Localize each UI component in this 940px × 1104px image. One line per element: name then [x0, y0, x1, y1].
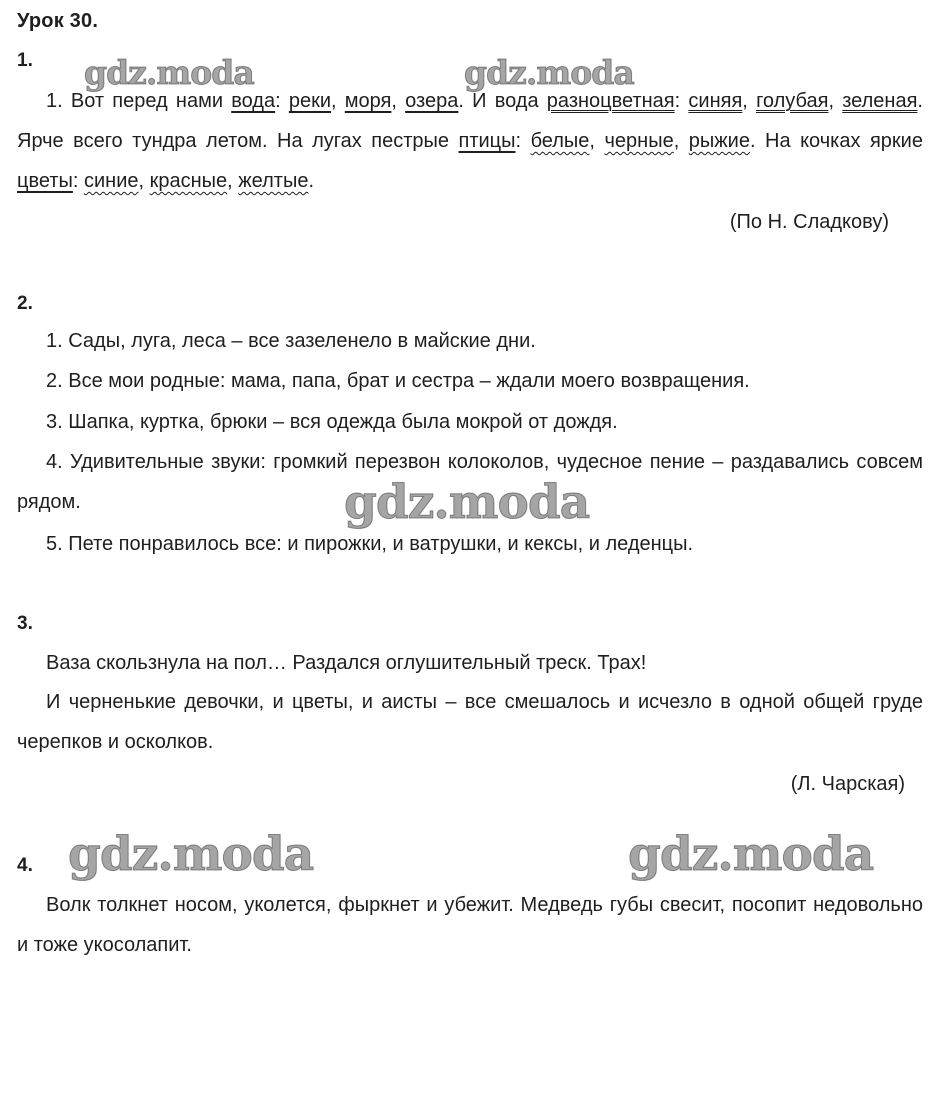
- subject-word: цветы: [17, 170, 73, 192]
- task-3-line: Ваза скользнула на пол… Раздался оглушительный треск. Трах!: [46, 652, 647, 674]
- task-2-item: 4. Удивительные звуки: громкий перезвон колоколов, чудесное пение – раздавались совсем рядом.: [17, 451, 923, 513]
- homogeneous-word: моря: [344, 90, 392, 112]
- watermark: gdz.moda: [68, 827, 314, 882]
- homogeneous-word: синие: [83, 170, 139, 192]
- task-2-item: 1. Сады, луга, леса – все зазеленело в майские дни.: [46, 330, 536, 352]
- homogeneous-word: голубая: [756, 90, 829, 112]
- task-3-number: 3.: [17, 613, 33, 634]
- task-1-source: (По Н. Сладкову): [729, 211, 889, 233]
- subject-word: птицы: [458, 130, 516, 152]
- task-2-number: 2.: [17, 293, 33, 314]
- task-3-paragraph: И черненькие девочки, и цветы, и аисты – все смешалось и исчезло в одной общей груде черепков и осколков.: [17, 691, 923, 753]
- task-1-number: 1.: [17, 50, 33, 71]
- watermark: gdz.moda: [628, 827, 874, 882]
- task-2-item: 2. Все мои родные: мама, папа, брат и сестра – ждали моего возвращения.: [46, 370, 750, 392]
- task-2-item: 5. Пете понравилось все: и пирожки, и ватрушки, и кексы, и леденцы.: [46, 533, 694, 555]
- homogeneous-word: красные: [149, 170, 228, 192]
- task-3-source: (Л. Чарская): [790, 773, 905, 795]
- homogeneous-word: желтые: [238, 170, 309, 192]
- task-1-text: 1. Вот перед нами вода: реки, моря, озера. И вода разноцветная: синяя, голубая, зеленая. Ярче всего тундра летом. На лугах пестрые птицы: белые, черные, рыжие. На кочках яркие цветы: синие, красные, желтые.: [17, 90, 923, 192]
- predicate-word: разноцветная: [546, 90, 675, 112]
- task-4-paragraph: Волк толкнет носом, уколется, фыркнет и убежит. Медведь губы свесит, посопит недовольно и тоже укосолапит.: [17, 894, 923, 956]
- homogeneous-word: реки: [288, 90, 332, 112]
- homogeneous-word: зеленая: [842, 90, 918, 112]
- homogeneous-word: черные: [604, 130, 674, 152]
- task-2-item: 3. Шапка, куртка, брюки – вся одежда была мокрой от дождя.: [46, 411, 618, 433]
- watermark: gdz.moda: [84, 53, 254, 92]
- homogeneous-word: озера: [405, 90, 459, 112]
- homogeneous-word: синяя: [688, 90, 743, 112]
- page-title: Урок 30.: [17, 10, 99, 32]
- task-4-number: 4.: [17, 855, 33, 876]
- homogeneous-word: белые: [530, 130, 590, 152]
- homogeneous-word: рыжие: [688, 130, 750, 152]
- watermark: gdz.moda: [344, 475, 590, 530]
- subject-word: вода: [231, 90, 276, 112]
- watermark: gdz.moda: [464, 53, 634, 92]
